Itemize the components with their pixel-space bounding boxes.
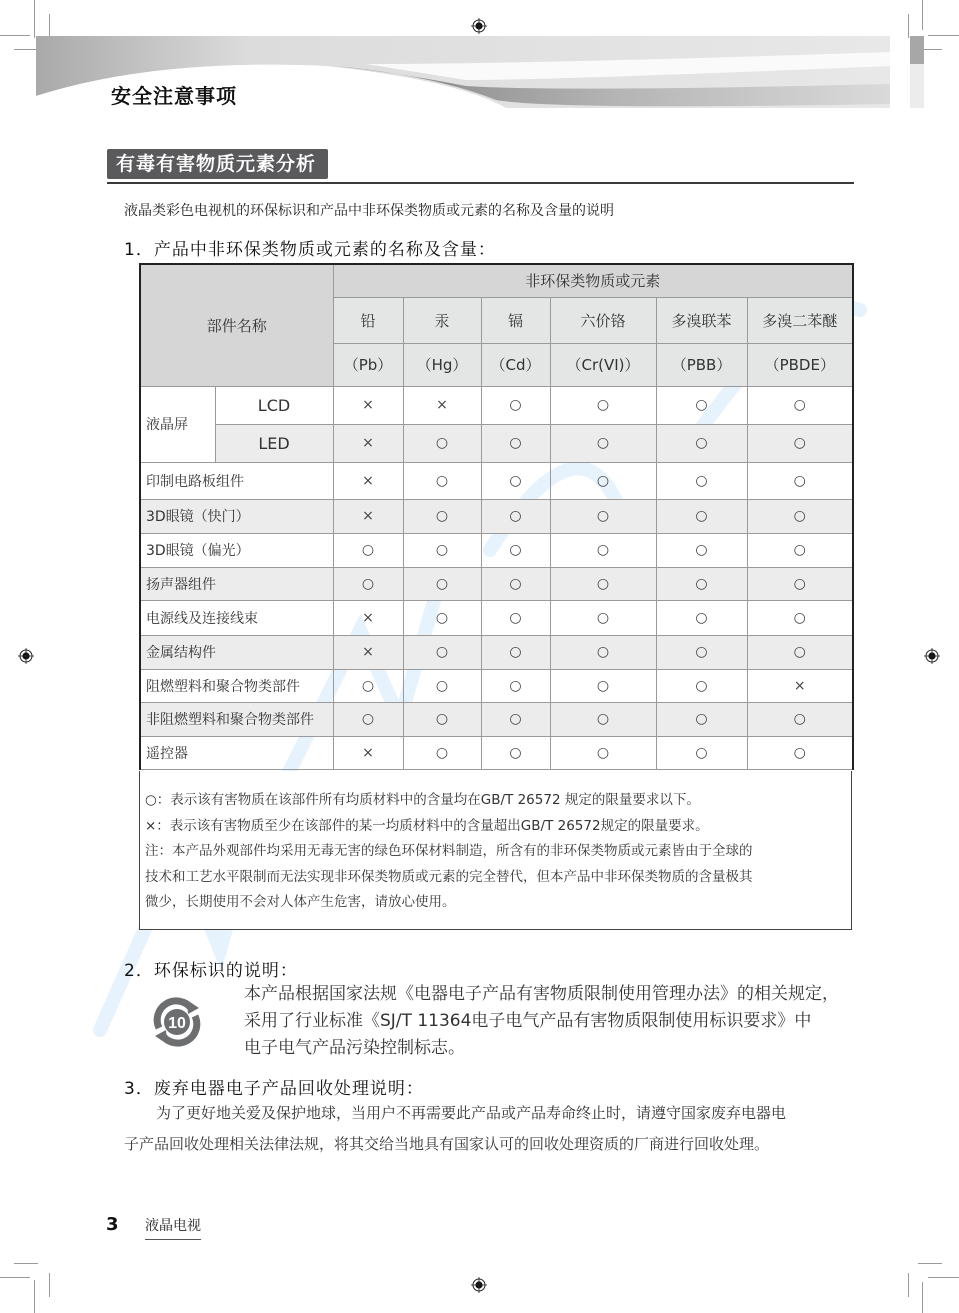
- table-row: [140, 635, 853, 669]
- circle-mark: ○: [747, 533, 853, 567]
- note-remark: 注：本产品外观部件均采用无毒无害的绿色环保材料制造，所含有的非环保类物质或元素皆由于全球的: [145, 843, 753, 859]
- crop-mark: [922, 1282, 923, 1313]
- circle-mark: ○: [550, 702, 656, 736]
- part-name: 遥控器: [140, 736, 333, 769]
- section2-line: 本产品根据国家法规《电器电子产品有害物质限制使用管理办法》的相关规定，: [244, 984, 839, 1004]
- part-name: LCD: [215, 386, 333, 424]
- part-name: 扬声器组件: [140, 567, 333, 600]
- table-row: [140, 567, 853, 600]
- circle-mark: ○: [747, 499, 853, 533]
- crop-mark: [922, 0, 923, 30]
- circle-mark: ○: [550, 600, 656, 635]
- page-title: 有毒有害物质元素分析: [107, 149, 328, 179]
- circle-mark: ○: [481, 669, 550, 702]
- note-circle: ○：表示该有害物质在该部件所有均质材料中的含量均在GB/T 26572 规定的限量要求以下。: [145, 792, 700, 808]
- table-row: [140, 669, 853, 702]
- epup-10-year-logo-icon: [151, 996, 203, 1048]
- cross-mark: ×: [333, 424, 403, 462]
- cross-mark: ×: [333, 386, 403, 424]
- circle-mark: ○: [333, 702, 403, 736]
- circle-mark: ○: [747, 600, 853, 635]
- circle-mark: ○: [550, 462, 656, 499]
- circle-mark: ○: [747, 736, 853, 769]
- circle-mark: ○: [481, 702, 550, 736]
- circle-mark: ○: [481, 533, 550, 567]
- crop-mark: [928, 1277, 959, 1278]
- substance-symbol: （Cd）: [481, 343, 550, 386]
- circle-mark: ○: [747, 462, 853, 499]
- circle-mark: ○: [481, 499, 550, 533]
- table-row: [140, 386, 853, 424]
- crop-mark: [34, 0, 35, 38]
- cross-mark: ×: [403, 386, 481, 424]
- circle-mark: ○: [481, 567, 550, 600]
- section2-line: 电子电气产品污染控制标志。: [244, 1038, 465, 1058]
- circle-mark: ○: [481, 635, 550, 669]
- part-name: 3D眼镜（偏光）: [140, 533, 333, 567]
- circle-mark: ○: [656, 462, 747, 499]
- table-row: [140, 736, 853, 769]
- circle-mark: ○: [656, 702, 747, 736]
- circle-mark: ○: [403, 702, 481, 736]
- circle-mark: ○: [403, 669, 481, 702]
- cross-mark: ×: [333, 462, 403, 499]
- substance-group-header: 非环保类物质或元素: [333, 264, 853, 297]
- crop-mark: [918, 1263, 942, 1264]
- circle-mark: ○: [481, 386, 550, 424]
- circle-mark: ○: [550, 533, 656, 567]
- title-divider: [107, 182, 854, 184]
- table-notes: [139, 771, 852, 930]
- substance-name: 汞: [403, 297, 481, 343]
- circle-mark: ○: [403, 635, 481, 669]
- circle-mark: ○: [481, 424, 550, 462]
- substance-symbol: （Cr(VI)）: [550, 343, 656, 386]
- part-name: 3D眼镜（快门）: [140, 499, 333, 533]
- circle-mark: ○: [747, 386, 853, 424]
- table-row: [140, 424, 853, 462]
- circle-mark: ○: [333, 567, 403, 600]
- circle-mark: ○: [403, 736, 481, 769]
- circle-mark: ○: [333, 533, 403, 567]
- section3-line: 为了更好地关爱及保护地球，当用户不再需要此产品或产品寿命终止时，请遵守国家废弃电器电: [156, 1104, 787, 1122]
- note-remark: 技术和工艺水平限制而无法实现非环保类物质或元素的完全替代，但本产品中非环保类物质的含量极其: [145, 868, 753, 885]
- table-row: [140, 533, 853, 567]
- section-header: 安全注意事项: [111, 84, 237, 108]
- circle-mark: ○: [656, 669, 747, 702]
- registration-mark-icon: [471, 1277, 487, 1293]
- section2-body: [244, 981, 839, 1062]
- substance-name: 多溴联苯: [656, 297, 747, 343]
- part-name: 印制电路板组件: [140, 462, 333, 499]
- circle-mark: ○: [403, 567, 481, 600]
- hazardous-substance-table: [139, 263, 854, 770]
- crop-mark: [49, 1273, 50, 1297]
- substance-name: 铅: [333, 297, 403, 343]
- circle-mark: ○: [403, 499, 481, 533]
- page-number: 3: [106, 1214, 119, 1235]
- intro-text: 液晶类彩色电视机的环保标识和产品中非环保类物质或元素的名称及含量的说明: [124, 203, 614, 219]
- circle-mark: ○: [656, 533, 747, 567]
- part-name: 非阻燃塑料和聚合物类部件: [140, 702, 333, 736]
- circle-mark: ○: [747, 702, 853, 736]
- table-row: [140, 702, 853, 736]
- registration-mark-icon: [18, 648, 34, 664]
- section2-title: 2．环保标识的说明：: [124, 961, 298, 981]
- section1-title: 1．产品中非环保类物质或元素的名称及含量：: [124, 240, 496, 260]
- part-name-header: 部件名称: [140, 264, 333, 386]
- substance-symbol: （PBDE）: [747, 343, 853, 386]
- crop-mark: [14, 1263, 38, 1264]
- circle-mark: ○: [403, 533, 481, 567]
- circle-mark: ○: [747, 567, 853, 600]
- cross-mark: ×: [333, 635, 403, 669]
- substance-name: 镉: [481, 297, 550, 343]
- cross-mark: ×: [333, 736, 403, 769]
- part-name: LED: [215, 424, 333, 462]
- circle-mark: ○: [656, 499, 747, 533]
- part-name: 金属结构件: [140, 635, 333, 669]
- substance-symbol: （PBB）: [656, 343, 747, 386]
- circle-mark: ○: [550, 567, 656, 600]
- circle-mark: ○: [656, 600, 747, 635]
- part-group-name: 液晶屏: [140, 386, 215, 462]
- circle-mark: ○: [656, 424, 747, 462]
- crop-mark: [908, 1273, 909, 1297]
- circle-mark: ○: [403, 462, 481, 499]
- cross-mark: ×: [333, 499, 403, 533]
- circle-mark: ○: [550, 669, 656, 702]
- circle-mark: ○: [550, 736, 656, 769]
- circle-mark: ○: [403, 424, 481, 462]
- note-remark: 微少，长期使用不会对人体产生危害，请放心使用。: [145, 894, 456, 910]
- circle-mark: ○: [656, 635, 747, 669]
- circle-mark: ○: [481, 736, 550, 769]
- circle-mark: ○: [747, 424, 853, 462]
- circle-mark: ○: [481, 600, 550, 635]
- section3-line: 子产品回收处理相关法律法规，将其交给当地具有国家认可的回收处理资质的厂商进行回收处理。: [124, 1135, 770, 1153]
- substance-symbol: （Hg）: [403, 343, 481, 386]
- cross-mark: ×: [333, 600, 403, 635]
- section3-title: 3．废弃电器电子产品回收处理说明：: [124, 1079, 424, 1099]
- circle-mark: ○: [656, 736, 747, 769]
- circle-mark: ○: [403, 600, 481, 635]
- logo-number: 10: [168, 1015, 186, 1032]
- circle-mark: ○: [656, 567, 747, 600]
- note-cross: ×：表示该有害物质至少在该部件的某一均质材料中的含量超出GB/T 26572规定的限量要求。: [145, 817, 709, 834]
- section2-line: 采用了行业标准《SJ/T 11364电子电气产品有害物质限制使用标识要求》中: [244, 1011, 812, 1031]
- circle-mark: ○: [333, 669, 403, 702]
- registration-mark-icon: [924, 648, 940, 664]
- cross-mark: ×: [747, 669, 853, 702]
- circle-mark: ○: [747, 635, 853, 669]
- footer-label: 液晶电视: [145, 1215, 201, 1240]
- circle-mark: ○: [656, 386, 747, 424]
- circle-mark: ○: [550, 386, 656, 424]
- crop-mark: [0, 1277, 30, 1278]
- table-row: [140, 462, 853, 499]
- crop-mark: [34, 1280, 35, 1313]
- table-row: [140, 600, 853, 635]
- circle-mark: ○: [550, 424, 656, 462]
- crop-mark: [0, 35, 30, 36]
- substance-name: 多溴二苯醚: [747, 297, 853, 343]
- circle-mark: ○: [481, 462, 550, 499]
- part-name: 电源线及连接线束: [140, 600, 333, 635]
- circle-mark: ○: [550, 635, 656, 669]
- substance-symbol: （Pb）: [333, 343, 403, 386]
- table-row: [140, 499, 853, 533]
- part-name: 阻燃塑料和聚合物类部件: [140, 669, 333, 702]
- crop-mark: [14, 49, 38, 50]
- circle-mark: ○: [550, 499, 656, 533]
- crop-mark: [928, 35, 959, 36]
- substance-name: 六价铬: [550, 297, 656, 343]
